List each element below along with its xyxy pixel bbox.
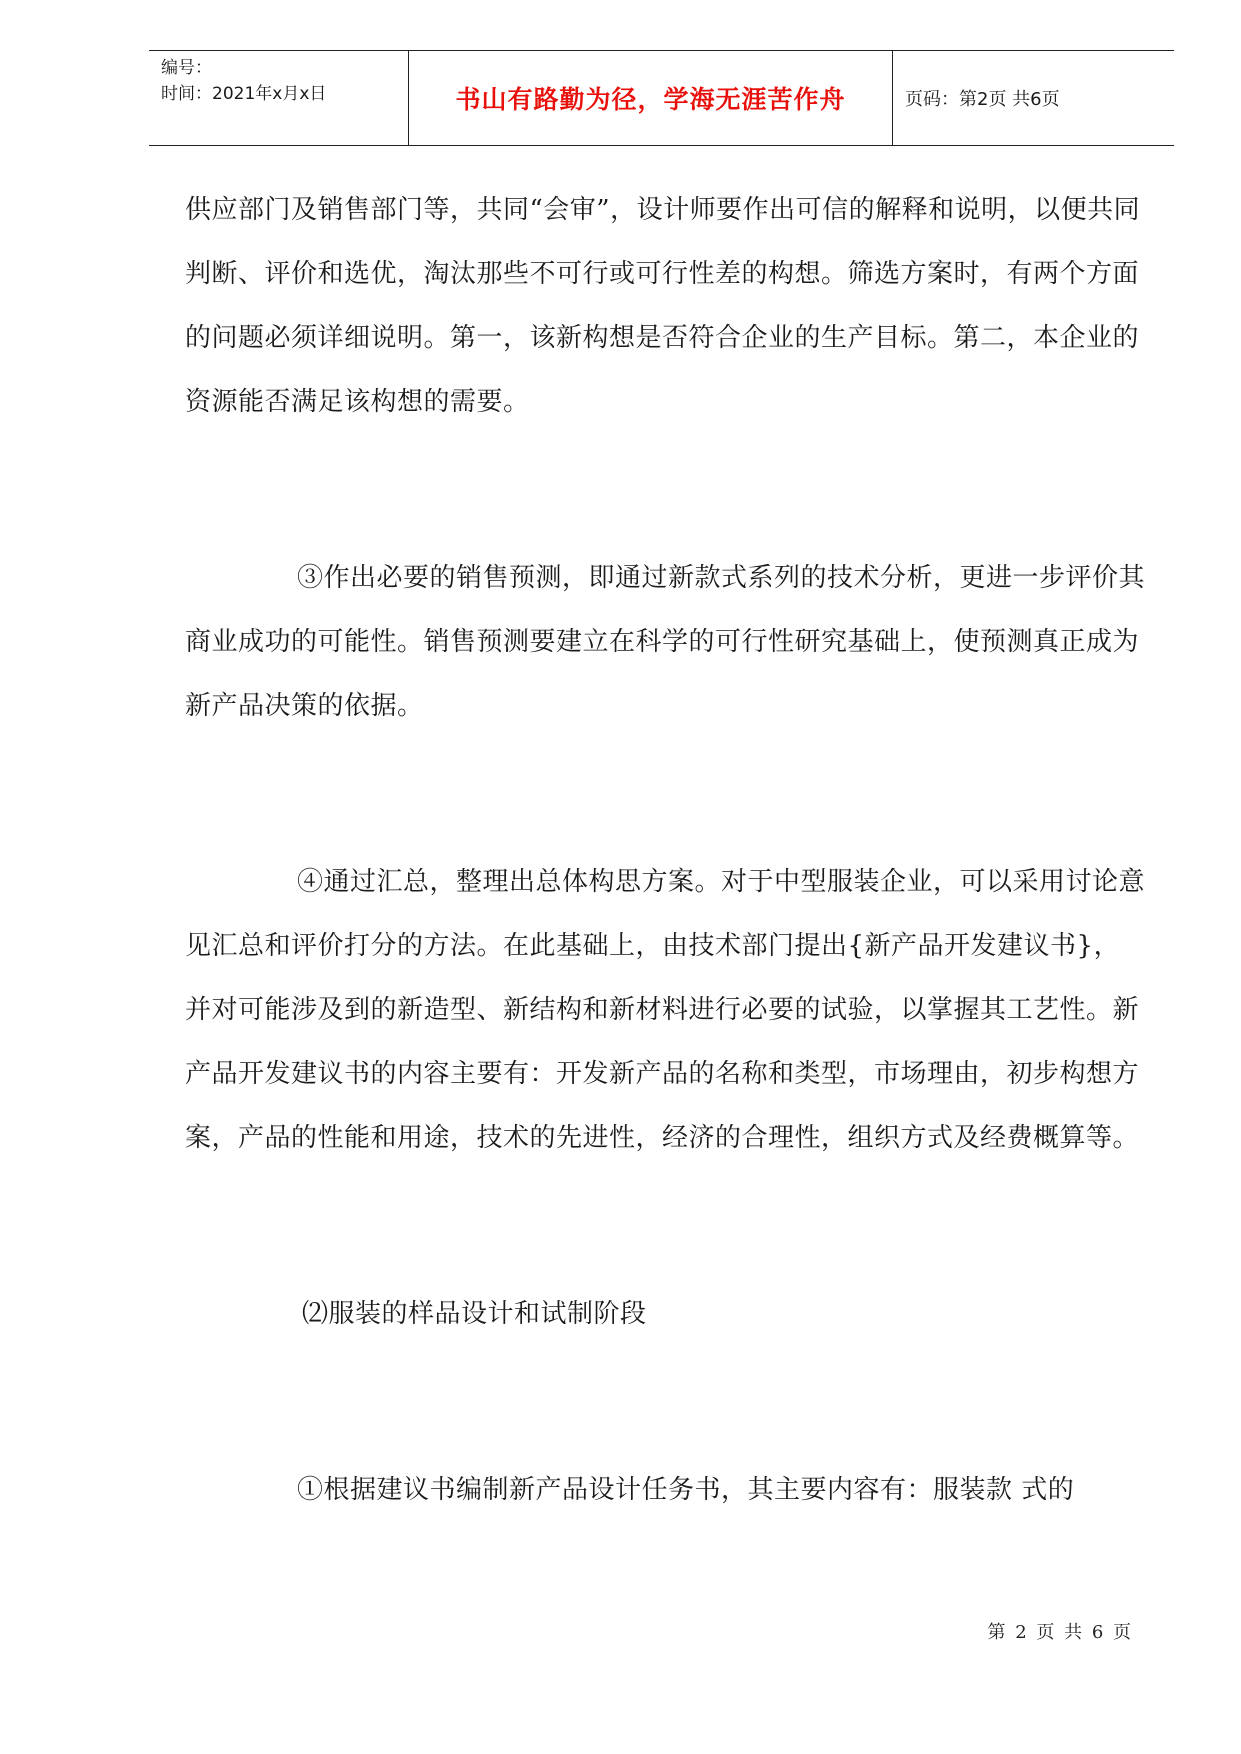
section-heading: ⑵服装的样品设计和试制阶段 bbox=[302, 1299, 647, 1329]
document-header bbox=[149, 50, 1174, 146]
header-page-info: 页码：第2页 共6页 bbox=[905, 89, 1060, 110]
page-footer: 第 2 页 共 6 页 bbox=[987, 1622, 1133, 1643]
header-motto: 书山有路勤为径，学海无涯苦作舟 bbox=[455, 85, 846, 114]
document-body bbox=[185, 178, 1145, 1522]
body-paragraph: ④通过汇总，整理出总体构思方案。对于中型服装企业，可以采用讨论意见汇总和评价打分的方法。在此基础上，由技术部门提出{新产品开发建议书}，并对可能涉及到的新造型、新结构和新材料进行必要的试验，以掌握其工艺性。新产品开发建议书的内容主要有：开发新产品的名称和类型，市场理由，初步构想方案，产品的性能和用途，技术的先进性，经济的合理性，组织方式及经费概算等。 bbox=[185, 867, 1146, 1153]
document-time-label: 时间：2021年x月x日 bbox=[161, 84, 327, 104]
body-paragraph: ③作出必要的销售预测，即通过新款式系列的技术分析，更进一步评价其商业成功的可能性。销售预测要建立在科学的可行性研究基础上，使预测真正成为新产品决策的依据。 bbox=[185, 563, 1146, 721]
header-motto-cell bbox=[409, 51, 893, 145]
document-number-label: 编号： bbox=[161, 58, 212, 78]
body-paragraph: ①根据建议书编制新产品设计任务书，其主要内容有：服装款 式的 bbox=[297, 1475, 1075, 1505]
body-paragraph: 供应部门及销售部门等，共同“会审”，设计师要作出可信的解释和说明，以便共同判断、评价和选优，淘汰那些不可行或可行性差的构想。筛选方案时，有两个方面的问题必须详细说明。第一，该新构想是否符合企业的生产目标。第二，本企业的资源能否满足该构想的需要。 bbox=[185, 195, 1141, 417]
header-meta-cell bbox=[149, 51, 409, 145]
header-page-cell bbox=[893, 51, 1174, 145]
